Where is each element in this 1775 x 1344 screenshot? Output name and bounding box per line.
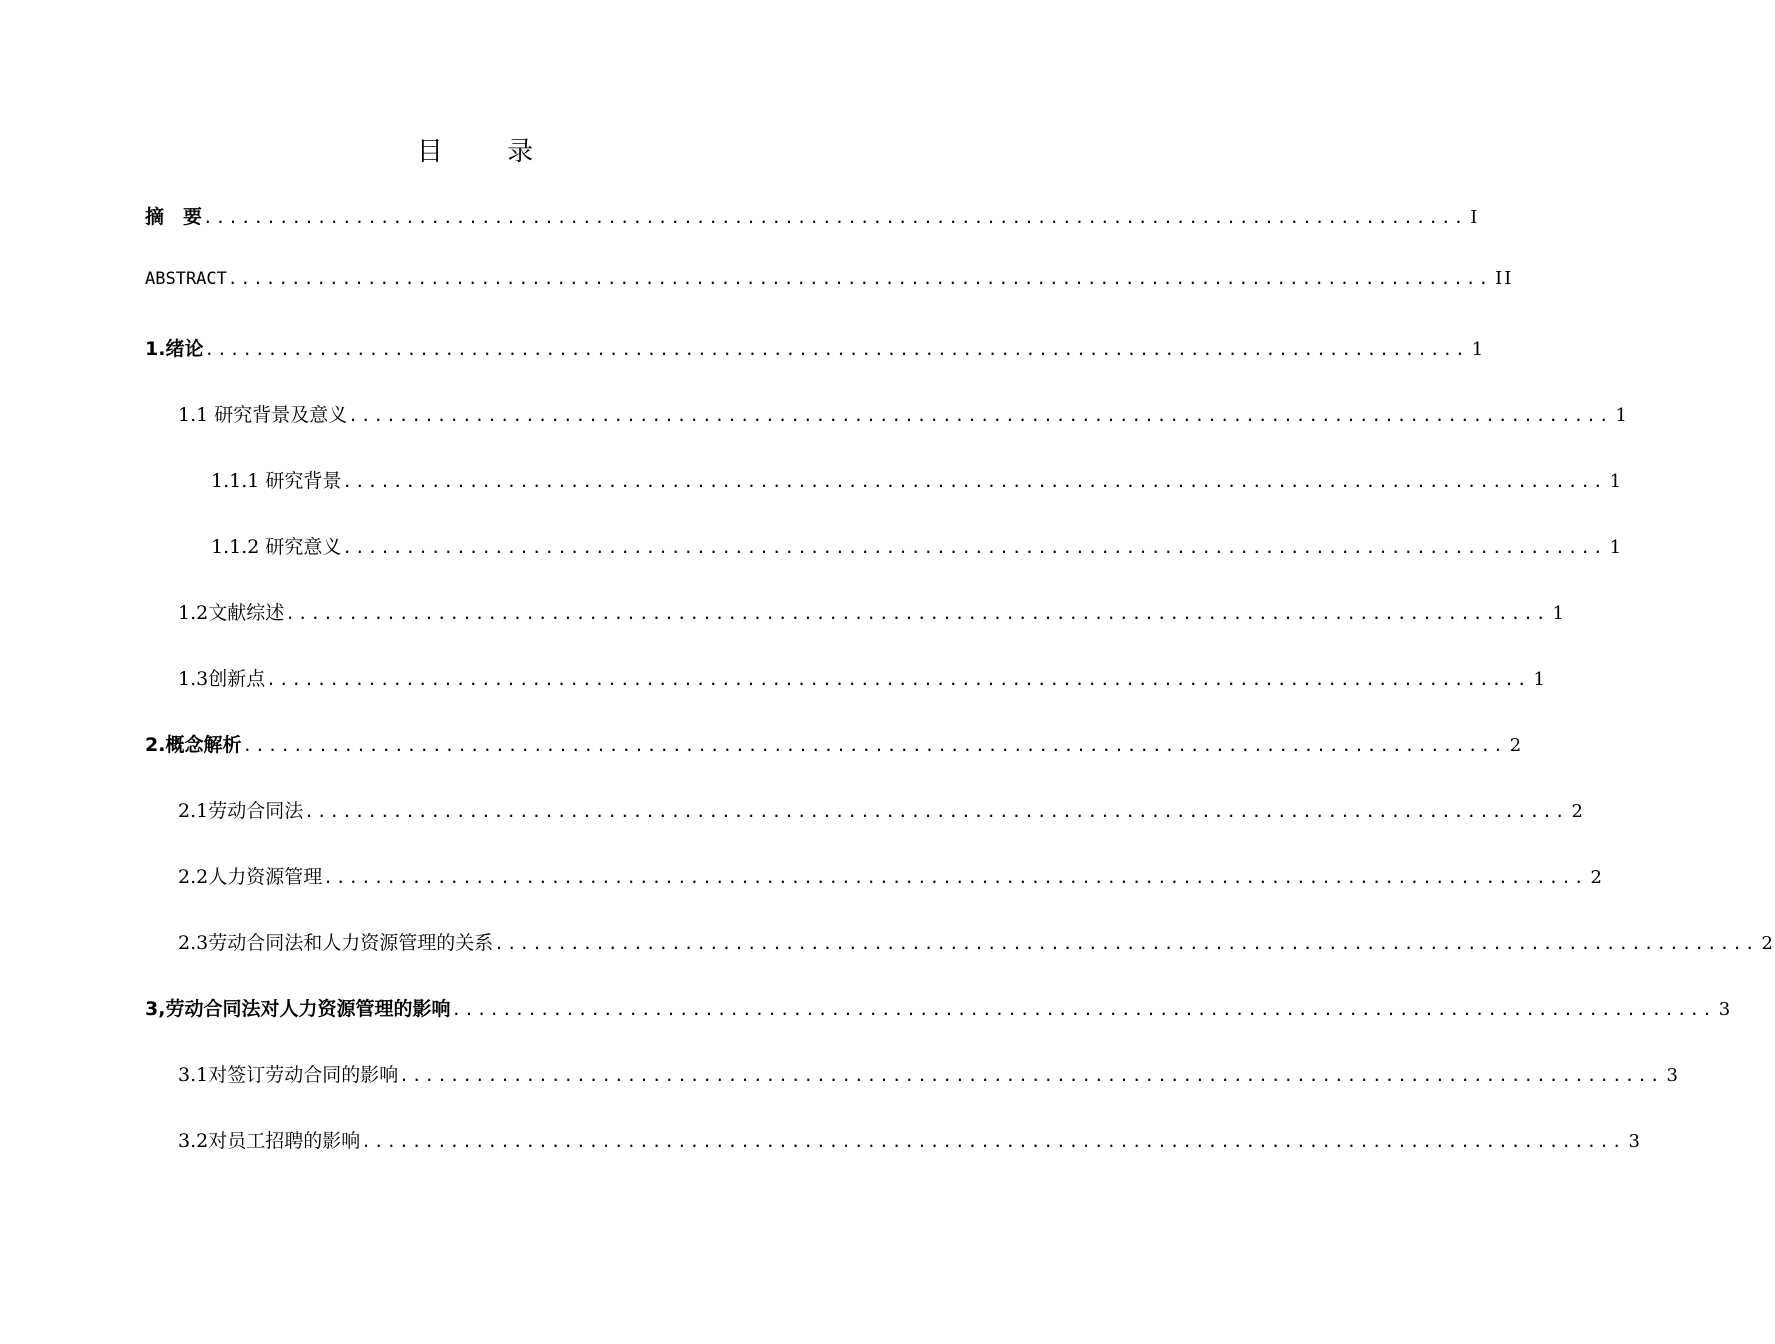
dot-leader: .................................................................................................... xyxy=(285,604,1549,623)
toc-entry-page: 3 xyxy=(1666,1065,1680,1086)
toc-entry-label: 1.1 研究背景及意义 xyxy=(178,404,348,426)
toc-entry-label: 3,劳动合同法对人力资源管理的影响 xyxy=(145,998,451,1020)
toc-entry[interactable] xyxy=(145,334,1486,366)
toc-entry[interactable] xyxy=(211,532,1624,564)
toc-entry-label: 3.2对员工招聘的影响 xyxy=(178,1130,361,1152)
toc-entry[interactable] xyxy=(178,862,1604,894)
toc-entry-page: 1 xyxy=(1609,537,1624,558)
toc-entry-label: 2.3劳动合同法和人力资源管理的关系 xyxy=(178,932,494,954)
toc-title: 目 录 xyxy=(416,137,562,167)
toc-entry-label: 摘 要 xyxy=(145,206,203,228)
toc-entry-page: 1 xyxy=(1615,405,1629,426)
toc-entry-page: 1 xyxy=(1533,669,1547,690)
toc-entry-label: 1.1.1 研究背景 xyxy=(211,470,342,492)
toc-entry-page: II xyxy=(1495,268,1514,289)
toc-entry[interactable] xyxy=(211,466,1624,498)
toc-entry-page: 2 xyxy=(1509,735,1524,756)
toc-entry[interactable] xyxy=(178,400,1629,432)
toc-entry-label: 2.2人力资源管理 xyxy=(178,866,323,888)
dot-leader: .................................................................................................... xyxy=(361,1132,1625,1151)
toc-entry-label: 1.3创新点 xyxy=(178,668,266,690)
toc-entry-label: 1.1.2 研究意义 xyxy=(211,536,342,558)
toc-entry-page: 1 xyxy=(1609,471,1624,492)
toc-entry-label: ABSTRACT xyxy=(145,269,227,289)
toc-entry-page: 3 xyxy=(1718,999,1733,1020)
toc-entry-page: 1 xyxy=(1471,339,1486,360)
toc-entry[interactable] xyxy=(145,268,1514,300)
toc-entry-label: 1.绪论 xyxy=(145,338,204,360)
dot-leader: .................................................................................................... xyxy=(451,1000,1715,1019)
dot-leader: .................................................................................................... xyxy=(304,802,1568,821)
toc-entry[interactable] xyxy=(178,1060,1680,1092)
toc-entry-label: 2.概念解析 xyxy=(145,734,242,756)
dot-leader: .................................................................................................... xyxy=(399,1066,1663,1085)
toc-entry-page: 2 xyxy=(1590,867,1604,888)
toc-entry-page: 2 xyxy=(1761,933,1775,954)
dot-leader: .................................................................................................... xyxy=(203,208,1467,227)
dot-leader: .................................................................................................... xyxy=(342,472,1606,491)
toc-entry-label: 2.1劳动合同法 xyxy=(178,800,304,822)
dot-leader: .................................................................................................... xyxy=(494,934,1758,953)
toc-entry-page: 1 xyxy=(1552,603,1566,624)
dot-leader: .................................................................................................... xyxy=(242,736,1506,755)
toc-entry[interactable] xyxy=(178,796,1585,828)
dot-leader: .................................................................................................... xyxy=(266,670,1530,689)
toc-entry-page: I xyxy=(1470,207,1480,228)
toc-entry[interactable] xyxy=(145,994,1733,1026)
toc-entry[interactable] xyxy=(178,928,1775,960)
toc-entry-page: 2 xyxy=(1571,801,1585,822)
dot-leader: .................................................................................................... xyxy=(342,538,1606,557)
dot-leader: .................................................................................................... xyxy=(204,340,1468,359)
toc-entry[interactable] xyxy=(145,202,1480,234)
toc-entry[interactable] xyxy=(178,598,1566,630)
dot-leader: .................................................................................................... xyxy=(348,406,1612,425)
toc-entry[interactable] xyxy=(178,1126,1642,1158)
toc-entry-label: 1.2文献综述 xyxy=(178,602,285,624)
toc-entry[interactable] xyxy=(178,664,1547,696)
dot-leader: .................................................................................................... xyxy=(227,269,1492,288)
dot-leader: .................................................................................................... xyxy=(323,868,1587,887)
toc-entry-page: 3 xyxy=(1628,1131,1642,1152)
toc-entry[interactable] xyxy=(145,730,1524,762)
toc-entry-label: 3.1对签订劳动合同的影响 xyxy=(178,1064,399,1086)
